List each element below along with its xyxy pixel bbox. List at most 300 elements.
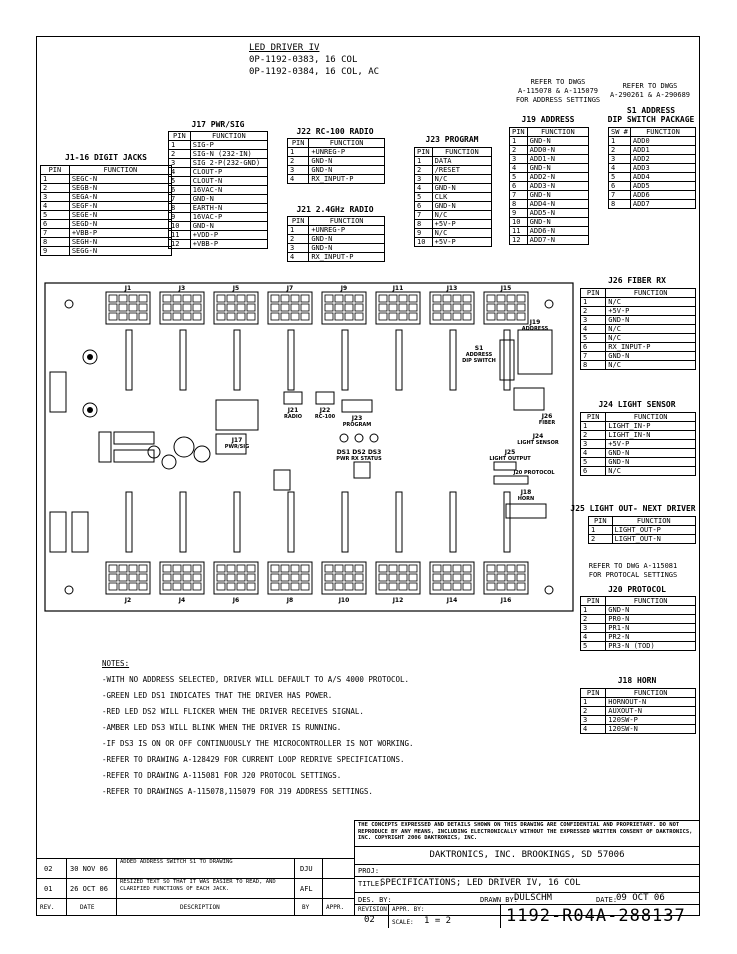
connector-pin — [433, 565, 441, 572]
pin-number: 7 — [609, 191, 631, 200]
j23-sublabel: PROGRAM — [342, 422, 372, 428]
pin-number: 3 — [609, 155, 631, 164]
connector-pin — [139, 304, 147, 311]
connector-pin — [443, 583, 451, 590]
standoff-center — [87, 354, 93, 360]
table-row — [581, 361, 696, 370]
j20-connector — [494, 476, 528, 484]
connector-pin — [301, 574, 309, 581]
connector-pin — [433, 574, 441, 581]
connector-pin — [487, 304, 495, 311]
connector-body — [268, 292, 312, 324]
led-ds2 — [355, 434, 363, 442]
table-row — [581, 307, 696, 316]
pin-number: 3 — [581, 316, 606, 325]
connector-pin — [173, 565, 181, 572]
pin-number: 11 — [169, 231, 191, 240]
digit-jack-connector — [430, 285, 474, 324]
header-function: FUNCTION — [527, 128, 588, 137]
j25-title: J25 LIGHT OUT- NEXT DRIVER — [570, 504, 696, 513]
pin-number: 1 — [415, 157, 433, 166]
pin-number: 1 — [581, 698, 606, 707]
pin-number: 5 — [510, 173, 528, 182]
connector-pin — [507, 295, 515, 302]
rev-01-by: AFL — [300, 885, 313, 893]
header-part-1: 0P-1192-0383, 16 COL — [249, 55, 358, 65]
tb-line — [354, 876, 700, 877]
pin-number: 1 — [581, 606, 606, 615]
digit-jack-connector — [484, 562, 528, 604]
pin-number: 3 — [415, 175, 433, 184]
connector-pin — [335, 565, 343, 572]
table-row — [415, 202, 492, 211]
table-row — [609, 146, 696, 155]
connector-pin — [227, 574, 235, 581]
connector-pin — [281, 565, 289, 572]
connector-pin — [355, 574, 363, 581]
pin-function: GND-N — [527, 137, 588, 146]
pin-number: 11 — [510, 227, 528, 236]
jack-label: J9 — [340, 285, 348, 292]
j25-table — [588, 516, 696, 544]
header-function: FUNCTION — [69, 166, 171, 175]
pin-number: 4 — [581, 633, 606, 642]
table-header-row — [581, 597, 696, 606]
standoff-center — [87, 407, 93, 413]
table-row — [581, 298, 696, 307]
pin-number: 6 — [169, 186, 191, 195]
connector-pin — [517, 574, 525, 581]
s1-table — [608, 127, 696, 209]
rev-header-rev: REV. — [40, 904, 55, 911]
connector-pin — [345, 583, 353, 590]
connector-pin — [399, 304, 407, 311]
pin-number: 7 — [415, 211, 433, 220]
pin-number: 5 — [415, 193, 433, 202]
jack-label: J8 — [286, 597, 294, 604]
digit-jack-connector — [214, 285, 258, 324]
ds-sublabel: PWR RX STATUS — [336, 456, 382, 462]
connector-pin — [139, 295, 147, 302]
connector-pin — [399, 574, 407, 581]
pin-number: 12 — [169, 240, 191, 249]
jack-label: J7 — [286, 285, 294, 292]
note-item: -GREEN LED DS1 INDICATES THAT THE DRIVER HAS POWER. — [102, 691, 333, 700]
header-pin: PIN — [581, 413, 606, 422]
j22-label: J22 — [319, 407, 331, 414]
header-function: FUNCTION — [190, 132, 267, 141]
connector-pin — [163, 313, 171, 320]
header-pin: SW # — [609, 128, 631, 137]
capacitor — [174, 437, 194, 457]
pin-number: 2 — [510, 146, 528, 155]
pin-function: ADD7 — [630, 200, 695, 209]
tb-col-divider — [388, 904, 389, 928]
header-function: FUNCTION — [606, 597, 696, 606]
pin-function: ADD3 — [630, 164, 695, 173]
connector-pin — [409, 304, 417, 311]
table-row — [510, 227, 589, 236]
connector-pin — [335, 574, 343, 581]
jack-label: J10 — [338, 597, 350, 604]
table-row — [415, 157, 492, 166]
revision-label: REVISION — [358, 906, 387, 913]
header-pin: PIN — [589, 517, 613, 526]
resistor-pack — [342, 492, 348, 552]
connector-pin — [183, 565, 191, 572]
connector-pin — [335, 295, 343, 302]
s1-label: S1 — [474, 345, 484, 352]
ref-line: REFER TO DWGS — [530, 78, 586, 86]
table-row — [581, 716, 696, 725]
pin-function: GND-N — [309, 166, 385, 175]
notes-section — [102, 656, 414, 800]
table-row — [288, 253, 385, 262]
connector-pin — [507, 313, 515, 320]
appr-label: APPR. BY: — [392, 906, 425, 913]
connector-pin — [379, 313, 387, 320]
digit-jack-connector — [322, 562, 366, 604]
pin-function: ADD2 — [630, 155, 695, 164]
pin-function: GND-N — [309, 157, 385, 166]
connector-pin — [139, 583, 147, 590]
header-pin: PIN — [581, 289, 606, 298]
connector-pin — [247, 313, 255, 320]
table-header-row — [609, 128, 696, 137]
connector-pin — [399, 295, 407, 302]
connector-pin — [507, 304, 515, 311]
connector-pin — [355, 565, 363, 572]
ref-line: REFER TO DWG A-115081 — [588, 562, 678, 570]
pin-number: 4 — [415, 184, 433, 193]
resistor-pack — [180, 330, 186, 390]
jack-label: J16 — [500, 597, 512, 604]
table-row — [581, 440, 696, 449]
pin-number: 5 — [581, 642, 606, 651]
note-item: -WITH NO ADDRESS SELECTED, DRIVER WILL DEFAULT TO A/S 4000 PROTOCOL. — [102, 675, 410, 684]
table-header-row — [41, 166, 172, 175]
pin-function: CLOUT-N — [190, 177, 267, 186]
connector-pin — [443, 313, 451, 320]
table-row — [288, 148, 385, 157]
header-function: FUNCTION — [309, 139, 385, 148]
resistor-pack — [288, 492, 294, 552]
connector-pin — [247, 574, 255, 581]
pin-function: ADD2-N — [527, 173, 588, 182]
pin-number: 3 — [41, 193, 70, 202]
connector-body — [106, 292, 150, 324]
drawing-header — [249, 42, 379, 78]
jack-label: J13 — [446, 285, 458, 292]
connector-pin — [433, 313, 441, 320]
pin-function: GND-N — [190, 222, 267, 231]
connector-pin — [183, 583, 191, 590]
table-row — [609, 191, 696, 200]
pin-number: 9 — [510, 209, 528, 218]
connector-pin — [453, 295, 461, 302]
pin-number: 4 — [581, 449, 606, 458]
led-ds3 — [370, 434, 378, 442]
table-row — [41, 193, 172, 202]
digit-jack-connector — [268, 285, 312, 324]
pin-number: 2 — [581, 707, 606, 716]
table-header-row — [510, 128, 589, 137]
connector-pin — [173, 304, 181, 311]
rev-col-divider — [66, 858, 67, 916]
resistor-pack — [450, 330, 456, 390]
digit-jack-connector — [268, 562, 312, 604]
j21-label: J21 — [287, 407, 299, 414]
pin-function: SIG 2-P(232-GND) — [190, 159, 267, 168]
connector-pin — [301, 304, 309, 311]
header-pin: PIN — [41, 166, 70, 175]
pin-function: EARTH-N — [190, 204, 267, 213]
pin-function: SEGE-N — [69, 211, 171, 220]
connector-pin — [463, 295, 471, 302]
connector-pin — [109, 565, 117, 572]
table-row — [415, 211, 492, 220]
pcb-board-drawing — [44, 282, 574, 612]
header-pin: PIN — [415, 148, 433, 157]
pin-number: 5 — [609, 173, 631, 182]
connector-pin — [109, 295, 117, 302]
connector-pin — [291, 583, 299, 590]
connector-pin — [463, 565, 471, 572]
pin-function: GND-N — [309, 244, 385, 253]
table-row — [415, 175, 492, 184]
pin-number: 5 — [169, 177, 191, 186]
connector-pin — [463, 313, 471, 320]
resistor-pack — [504, 330, 510, 390]
connector-pin — [247, 565, 255, 572]
pin-number: 6 — [41, 220, 70, 229]
table-row — [288, 157, 385, 166]
pin-number: 10 — [415, 238, 433, 247]
connector-pin — [129, 313, 137, 320]
table-row — [510, 236, 589, 245]
connector-pin — [301, 565, 309, 572]
connector-pin — [335, 583, 343, 590]
table-row — [581, 352, 696, 361]
j19-sublabel: ADDRESS — [521, 326, 549, 332]
table-row — [581, 422, 696, 431]
table-row — [589, 526, 696, 535]
digit-jack-connector — [430, 562, 474, 604]
pin-number: 5 — [581, 334, 606, 343]
j26-label: J26 — [541, 413, 553, 420]
table-row — [581, 725, 696, 734]
table-header-row — [581, 689, 696, 698]
j17-sublabel: PWR/SIG — [224, 444, 250, 450]
note-item: -AMBER LED DS3 WILL BLINK WHEN THE DRIVER IS RUNNING. — [102, 723, 342, 732]
connector-pin — [139, 313, 147, 320]
connector-pin — [237, 583, 245, 590]
tb-col-divider — [500, 904, 501, 928]
connector-pin — [335, 304, 343, 311]
pin-function: SEGC-N — [69, 175, 171, 184]
jack-label: J1 — [124, 285, 132, 292]
connector-pin — [183, 295, 191, 302]
pin-function: CLOUT-P — [190, 168, 267, 177]
table-row — [510, 182, 589, 191]
pin-function: LIGHT_OUT-P — [612, 526, 695, 535]
connector-pin — [325, 304, 333, 311]
pin-function: 120SW-P — [606, 716, 696, 725]
connector-pin — [507, 574, 515, 581]
table-row — [169, 141, 268, 150]
pin-function: N/C — [432, 229, 491, 238]
table-row — [581, 606, 696, 615]
mounting-hole — [65, 586, 73, 594]
mounting-hole — [545, 300, 553, 308]
pin-number: 3 — [581, 624, 606, 633]
j23-title: J23 PROGRAM — [425, 135, 479, 144]
pin-function: ADD0-N — [527, 146, 588, 155]
table-row — [581, 698, 696, 707]
connector-pin — [463, 304, 471, 311]
connector-pin — [291, 304, 299, 311]
header-function: FUNCTION — [606, 413, 696, 422]
capacitor — [162, 455, 176, 469]
connector-pin — [517, 295, 525, 302]
table-row — [288, 166, 385, 175]
connector-pin — [183, 313, 191, 320]
pin-number: 2 — [288, 235, 309, 244]
pin-function: DATA — [432, 157, 491, 166]
table-header-row — [589, 517, 696, 526]
confidential-text: THE CONCEPTS EXPRESSED AND DETAILS SHOWN ON THIS DRAWING ARE CONFIDENTIAL AND PROPRIETARY. DO NOT REPRODUCE BY ANY MEANS, INCLUDING ELECTRONICALLY WITHOUT THE EXPRESSED WRITTEN CONSENT OF DAKTRONICS, INC. — [358, 822, 693, 841]
j26-title: J26 FIBER RX — [608, 276, 666, 285]
pin-function: LIGHT_IN-N — [606, 431, 696, 440]
pin-function: ADD0 — [630, 137, 695, 146]
pin-function: SEGB-N — [69, 184, 171, 193]
note-item: -IF DS3 IS ON OR OFF CONTINUOUSLY THE MICROCONTROLLER IS NOT WORKING. — [102, 739, 414, 748]
s1-sublabel-2: DIP SWITCH — [462, 358, 496, 364]
connector-pin — [119, 583, 127, 590]
j19-label: J19 — [529, 319, 541, 326]
connector-pin — [227, 313, 235, 320]
pin-function: SIG-N (232-IN) — [190, 150, 267, 159]
connector-pin — [163, 583, 171, 590]
connector-pin — [237, 574, 245, 581]
connector-pin — [227, 565, 235, 572]
table-header-row — [415, 148, 492, 157]
connector-pin — [119, 313, 127, 320]
notes-heading: NOTES: — [102, 659, 130, 668]
resistor-pack — [180, 492, 186, 552]
connector-pin — [497, 565, 505, 572]
header-pin: PIN — [581, 689, 606, 698]
proj-label: PROJ: — [358, 867, 380, 875]
connector-body — [214, 292, 258, 324]
connector-pin — [281, 583, 289, 590]
rev-col-divider — [116, 858, 117, 916]
table-row — [415, 166, 492, 175]
table-row — [41, 220, 172, 229]
table-row — [288, 226, 385, 235]
pin-number: 3 — [169, 159, 191, 168]
ref-line: A-290261 & A-290689 — [609, 91, 691, 99]
connector-pin — [517, 313, 525, 320]
header-pin: PIN — [288, 217, 309, 226]
pin-number: 1 — [510, 137, 528, 146]
connector-pin — [389, 565, 397, 572]
pin-function: ADD4 — [630, 173, 695, 182]
mounting-hole — [545, 586, 553, 594]
drawn-label: DRAWN BY: — [480, 896, 518, 904]
des-label: DES. BY: — [358, 896, 392, 904]
pin-function: N/C — [606, 361, 696, 370]
table-row — [169, 195, 268, 204]
table-row — [609, 137, 696, 146]
j22-sublabel: RC-100 — [314, 414, 336, 420]
connector-pin — [453, 565, 461, 572]
jack-label: J2 — [124, 597, 132, 604]
s1-sublabel: ADDRESS — [465, 352, 493, 358]
connector-pin — [443, 304, 451, 311]
s1-title-line-2: DIP SWITCH PACKAGE — [607, 115, 695, 124]
j19-connector — [518, 330, 552, 374]
pin-function: GND-N — [527, 164, 588, 173]
rev-col-divider — [294, 858, 295, 916]
table-row — [41, 229, 172, 238]
pin-function: SEGA-N — [69, 193, 171, 202]
j24-label: J24 — [532, 433, 544, 440]
digit-jacks-table — [40, 165, 172, 256]
rev-header-date: DATE — [80, 904, 95, 911]
connector-pin — [389, 583, 397, 590]
table-row — [589, 535, 696, 544]
header-function: FUNCTION — [309, 217, 385, 226]
connector-pin — [433, 295, 441, 302]
pin-function: N/C — [432, 211, 491, 220]
pin-number: 6 — [609, 182, 631, 191]
pin-function: SEGF-N — [69, 202, 171, 211]
pin-number: 2 — [581, 307, 606, 316]
header-title: LED DRIVER IV — [249, 43, 320, 53]
pin-number: 8 — [609, 200, 631, 209]
table-row — [581, 449, 696, 458]
notes-list — [102, 672, 414, 800]
pin-function: ADD1-N — [527, 155, 588, 164]
s1-title — [606, 106, 696, 124]
connector-pin — [217, 313, 225, 320]
table-row — [169, 159, 268, 168]
j18-title: J18 HORN — [617, 676, 657, 685]
connector-pin — [379, 565, 387, 572]
connector-pin — [325, 583, 333, 590]
header-pin: PIN — [581, 597, 606, 606]
j22-connector — [316, 392, 334, 404]
table-row — [415, 229, 492, 238]
pin-function: SEGH-N — [69, 238, 171, 247]
connector-pin — [453, 304, 461, 311]
pin-number: 6 — [510, 182, 528, 191]
connector-body — [376, 562, 420, 594]
pin-number: 4 — [609, 164, 631, 173]
pin-number: 7 — [169, 195, 191, 204]
table-row — [169, 150, 268, 159]
resistor-pack — [126, 492, 132, 552]
table-row — [169, 222, 268, 231]
connector-pin — [345, 295, 353, 302]
pin-number: 9 — [41, 247, 70, 256]
connector-pin — [237, 295, 245, 302]
tb-line — [354, 864, 700, 865]
connector-pin — [355, 583, 363, 590]
pin-number: 3 — [581, 716, 606, 725]
connector-pin — [227, 583, 235, 590]
